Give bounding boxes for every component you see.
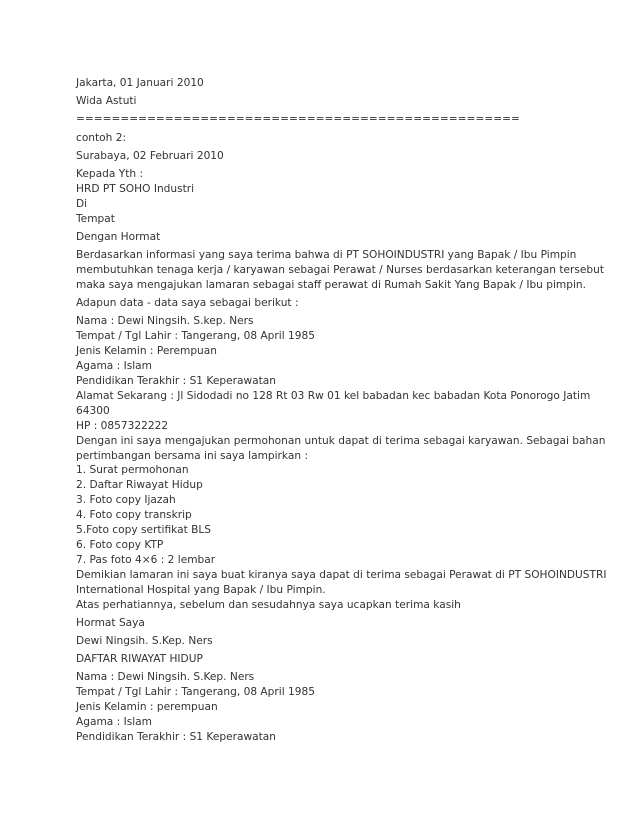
cv-item: Agama : Islam (76, 716, 152, 729)
cv-item: Tempat / Tgl Lahir : Tangerang, 08 April 1985 (76, 686, 315, 699)
personal-data-block (76, 314, 607, 612)
recipient-line: Di (76, 197, 88, 210)
data-line: Tempat / Tgl Lahir : Tangerang, 08 April 1985 (76, 330, 315, 343)
recipient-line: Kepada Yth : (76, 168, 144, 181)
paragraph-line: Dengan ini saya mengajukan permohonan untuk dapat di terima sebagai karyawan. Sebagai bahan (76, 434, 606, 447)
paragraph-line: maka saya mengajukan lamaran sebagai staff perawat di Rumah Sakit Yang Bapak / Ibu pimpin. (76, 278, 586, 291)
cv-item: Jenis Kelamin : perempuan (76, 701, 218, 714)
data-line: Pendidikan Terakhir : S1 Keperawatan (76, 374, 276, 387)
cv-block (76, 670, 576, 745)
paragraph-line: International Hospital yang Bapak / Ibu Pimpin. (76, 583, 326, 596)
attachment-item: 4. Foto copy transkrip (76, 509, 192, 522)
cv-item: Nama : Dewi Ningsih. S.Kep. Ners (76, 671, 255, 684)
paragraph-line: Berdasarkan informasi yang saya terima bahwa di PT SOHOINDUSTRI yang Bapak / Ibu Pimpin (76, 249, 577, 262)
data-intro: Adapun data - data saya sebagai berikut : (76, 297, 299, 310)
attachment-item: 2. Daftar Riwayat Hidup (76, 479, 203, 492)
attachment-item: 7. Pas foto 4×6 : 2 lembar (76, 553, 216, 566)
data-line: Jenis Kelamin : Perempuan (76, 345, 217, 358)
example-label: contoh 2: (76, 131, 127, 144)
recipient-line: HRD PT SOHO Industri (76, 182, 195, 195)
data-line: HP : 0857322222 (76, 419, 169, 432)
intro-paragraph (76, 248, 604, 293)
letter1-place-date: Jakarta, 01 Januari 2010 (76, 77, 204, 89)
data-line: Nama : Dewi Ningsih. S.kep. Ners (76, 315, 254, 328)
recipient-line: Tempat (76, 212, 115, 225)
data-line: Alamat Sekarang : Jl Sidodadi no 128 Rt 03 Rw 01 kel babadan kec babadan Kota Ponorogo Jatim (76, 389, 591, 402)
recipient-block (76, 167, 576, 227)
paragraph-line: Atas perhatiannya, sebelum dan sesudahnya saya ucapkan terima kasih (76, 598, 461, 611)
cv-item: Pendidikan Terakhir : S1 Keperawatan (76, 731, 276, 744)
paragraph-line: Demikian lamaran ini saya buat kiranya saya dapat di terima sebagai Perawat di PT SOHOINDUSTRI (76, 568, 607, 581)
letter-body (76, 76, 607, 745)
regards: Hormat Saya (76, 616, 145, 629)
letter2-place-date: Surabaya, 02 Februari 2010 (76, 149, 224, 162)
attachment-item: 1. Surat permohonan (76, 464, 189, 477)
cv-title: DAFTAR RIWAYAT HIDUP (76, 653, 203, 666)
attachment-item: 5.Foto copy sertifikat BLS (76, 524, 211, 537)
paragraph-line: membutuhkan tenaga kerja / karyawan sebagai Perawat / Nurses berdasarkan keterangan tersebut (76, 264, 604, 277)
salutation: Dengan Hormat (76, 230, 161, 243)
letter2-signature: Dewi Ningsih. S.Kep. Ners (76, 634, 213, 647)
attachment-item: 6. Foto copy KTP (76, 538, 164, 551)
data-line: 64300 (76, 404, 110, 417)
letter1-signature: Wida Astuti (76, 95, 137, 108)
data-line: Agama : Islam (76, 360, 152, 373)
attachment-item: 3. Foto copy Ijazah (76, 494, 176, 507)
separator-line: ================================================== (76, 113, 520, 126)
paragraph-line: pertimbangan bersama ini saya lampirkan : (76, 449, 309, 462)
